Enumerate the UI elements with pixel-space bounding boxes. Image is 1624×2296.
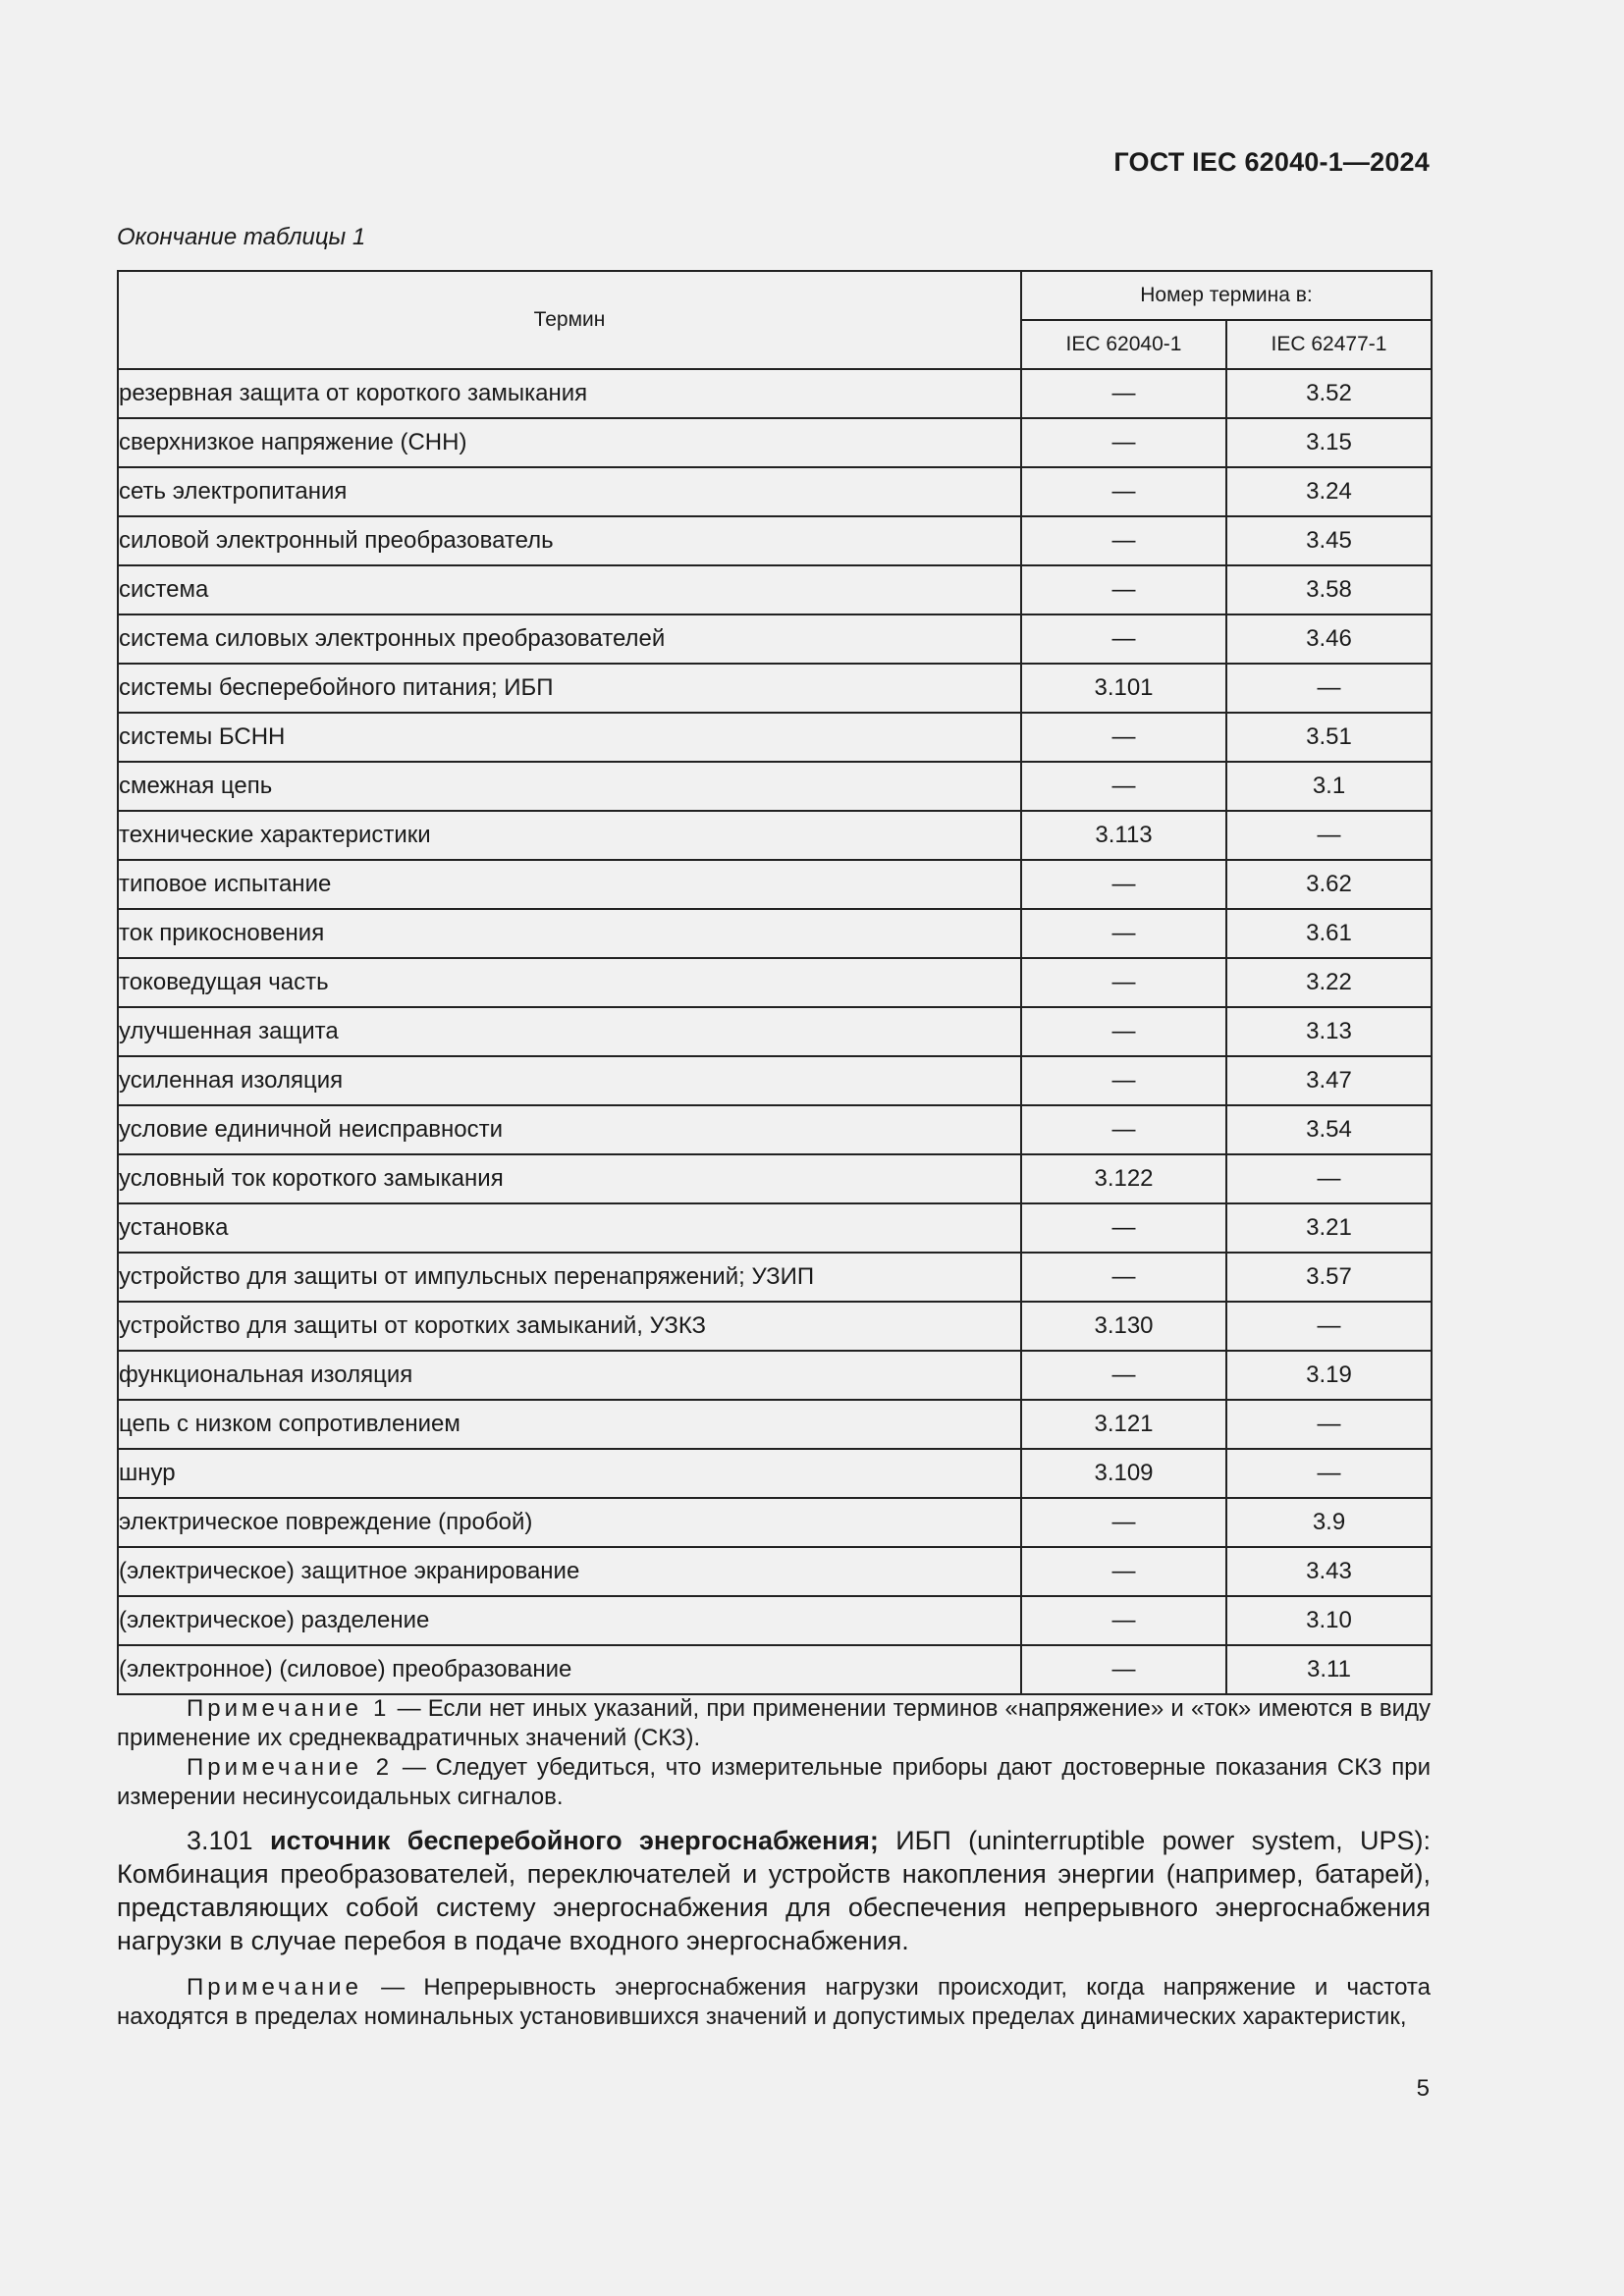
iec-62477-cell: 3.54 xyxy=(1226,1105,1432,1154)
term-cell: цепь с низком сопротивлением xyxy=(118,1400,1021,1449)
iec-62040-cell: — xyxy=(1021,516,1226,565)
iec-62040-cell: 3.122 xyxy=(1021,1154,1226,1203)
iec-62040-cell: — xyxy=(1021,1105,1226,1154)
iec-62040-cell: — xyxy=(1021,1253,1226,1302)
iec-62040-cell: — xyxy=(1021,418,1226,467)
table-row xyxy=(118,1400,1432,1449)
iec-62477-cell: 3.45 xyxy=(1226,516,1432,565)
table-row xyxy=(118,1449,1432,1498)
iec-62040-cell: — xyxy=(1021,1007,1226,1056)
table-row xyxy=(118,1596,1432,1645)
iec-62477-cell: 3.61 xyxy=(1226,909,1432,958)
term-cell: устройство для защиты от импульсных перенапряжений; УЗИП xyxy=(118,1253,1021,1302)
term-cell: силовой электронный преобразователь xyxy=(118,516,1021,565)
iec-62040-cell: — xyxy=(1021,369,1226,418)
term-cell: системы БСНН xyxy=(118,713,1021,762)
iec-62477-cell: — xyxy=(1226,664,1432,713)
iec-62477-cell: 3.15 xyxy=(1226,418,1432,467)
note-1-text: — Если нет иных указаний, при применении терминов «напряжение» и «ток» имеются в виду применение их среднеквадратичных значений (СКЗ). xyxy=(117,1695,1431,1751)
term-cell: (электрическое) разделение xyxy=(118,1596,1021,1645)
term-cell: устройство для защиты от коротких замыканий, УЗКЗ xyxy=(118,1302,1021,1351)
note-1-label: Примечание 1 xyxy=(187,1695,391,1722)
table-row xyxy=(118,1007,1432,1056)
definition-term: источник бесперебойного энергоснабжения; xyxy=(269,1826,879,1855)
iec-62477-cell: 3.1 xyxy=(1226,762,1432,811)
table-notes xyxy=(117,1694,1431,1812)
table-body xyxy=(118,369,1432,1694)
term-cell: условный ток короткого замыкания xyxy=(118,1154,1021,1203)
term-cell: смежная цепь xyxy=(118,762,1021,811)
table-row xyxy=(118,909,1432,958)
iec-62477-cell: — xyxy=(1226,1449,1432,1498)
iec-62040-cell: 3.121 xyxy=(1021,1400,1226,1449)
iec-62477-cell: 3.43 xyxy=(1226,1547,1432,1596)
table-row xyxy=(118,467,1432,516)
iec-62040-cell: 3.109 xyxy=(1021,1449,1226,1498)
iec-62040-cell: — xyxy=(1021,1645,1226,1694)
table-row xyxy=(118,1498,1432,1547)
iec-62477-cell: 3.47 xyxy=(1226,1056,1432,1105)
note-1 xyxy=(117,1694,1431,1753)
iec-62477-cell: 3.11 xyxy=(1226,1645,1432,1694)
definition-text: ИБП (uninterruptible power system, UPS): Комбинация преобразователей, переключателей и устройств накопления энергии (например, батарей), представляющих собой систему энергоснабжения для обеспечения непрерывного энергоснабжения нагрузки в случае перебоя в подаче входного энергоснабжения. xyxy=(117,1826,1431,1955)
definition-note xyxy=(117,1973,1431,2032)
term-cell: токоведущая часть xyxy=(118,958,1021,1007)
iec-62040-cell: — xyxy=(1021,713,1226,762)
table-row xyxy=(118,860,1432,909)
term-cell: системы бесперебойного питания; ИБП xyxy=(118,664,1021,713)
term-cell: сеть электропитания xyxy=(118,467,1021,516)
iec-62477-cell: 3.24 xyxy=(1226,467,1432,516)
table-row xyxy=(118,369,1432,418)
table-row xyxy=(118,1302,1432,1351)
standard-header: ГОСТ IEC 62040-1—2024 xyxy=(1113,147,1430,177)
term-cell: (электронное) (силовое) преобразование xyxy=(118,1645,1021,1694)
definition-note-text: — Непрерывность энергоснабжения нагрузки происходит, когда напряжение и частота находятся в пределах номинальных установившихся значений и допустимых пределах динамических характеристик, xyxy=(117,1974,1431,2030)
table-row xyxy=(118,1547,1432,1596)
iec-62040-cell: — xyxy=(1021,860,1226,909)
terms-table xyxy=(117,270,1433,1695)
table-row xyxy=(118,516,1432,565)
iec-62040-cell: — xyxy=(1021,1596,1226,1645)
term-cell: электрическое повреждение (пробой) xyxy=(118,1498,1021,1547)
term-cell: технические характеристики xyxy=(118,811,1021,860)
term-cell: установка xyxy=(118,1203,1021,1253)
header-iec-62040: IEC 62040-1 xyxy=(1021,320,1226,369)
iec-62477-cell: 3.58 xyxy=(1226,565,1432,614)
table-row xyxy=(118,1154,1432,1203)
iec-62040-cell: — xyxy=(1021,1056,1226,1105)
table-row xyxy=(118,1105,1432,1154)
iec-62040-cell: — xyxy=(1021,1203,1226,1253)
table-row xyxy=(118,1056,1432,1105)
iec-62040-cell: 3.113 xyxy=(1021,811,1226,860)
note-2-label: Примечание 2 xyxy=(187,1754,394,1781)
iec-62040-cell: 3.101 xyxy=(1021,664,1226,713)
table-row xyxy=(118,418,1432,467)
term-cell: усиленная изоляция xyxy=(118,1056,1021,1105)
iec-62477-cell: 3.46 xyxy=(1226,614,1432,664)
iec-62040-cell: — xyxy=(1021,467,1226,516)
iec-62477-cell: 3.62 xyxy=(1226,860,1432,909)
term-cell: улучшенная защита xyxy=(118,1007,1021,1056)
iec-62477-cell: 3.22 xyxy=(1226,958,1432,1007)
iec-62477-cell: — xyxy=(1226,811,1432,860)
table-row xyxy=(118,811,1432,860)
note-2 xyxy=(117,1753,1431,1812)
term-cell: типовое испытание xyxy=(118,860,1021,909)
header-term: Термин xyxy=(118,271,1021,369)
term-cell: система xyxy=(118,565,1021,614)
header-iec-62477: IEC 62477-1 xyxy=(1226,320,1432,369)
term-cell: сверхнизкое напряжение (СНН) xyxy=(118,418,1021,467)
iec-62477-cell: — xyxy=(1226,1302,1432,1351)
definition-number: 3.101 xyxy=(187,1826,253,1855)
table-row xyxy=(118,958,1432,1007)
iec-62040-cell: 3.130 xyxy=(1021,1302,1226,1351)
iec-62040-cell: — xyxy=(1021,1547,1226,1596)
table-row xyxy=(118,713,1432,762)
term-cell: резервная защита от короткого замыкания xyxy=(118,369,1021,418)
page-number: 5 xyxy=(1416,2075,1430,2102)
term-cell: ток прикосновения xyxy=(118,909,1021,958)
table-row xyxy=(118,1351,1432,1400)
iec-62477-cell: 3.57 xyxy=(1226,1253,1432,1302)
iec-62477-cell: 3.21 xyxy=(1226,1203,1432,1253)
iec-62477-cell: 3.10 xyxy=(1226,1596,1432,1645)
iec-62040-cell: — xyxy=(1021,958,1226,1007)
iec-62477-cell: — xyxy=(1226,1400,1432,1449)
iec-62040-cell: — xyxy=(1021,909,1226,958)
table-row xyxy=(118,1253,1432,1302)
term-cell: (электрическое) защитное экранирование xyxy=(118,1547,1021,1596)
iec-62040-cell: — xyxy=(1021,1351,1226,1400)
table-row xyxy=(118,1203,1432,1253)
iec-62477-cell: 3.52 xyxy=(1226,369,1432,418)
term-cell: система силовых электронных преобразователей xyxy=(118,614,1021,664)
table-row xyxy=(118,664,1432,713)
iec-62040-cell: — xyxy=(1021,614,1226,664)
iec-62040-cell: — xyxy=(1021,565,1226,614)
note-2-text: — Следует убедиться, что измерительные приборы дают достоверные показания СКЗ при измерении несинусоидальных сигналов. xyxy=(117,1754,1431,1810)
definition-paragraph xyxy=(117,1824,1431,1957)
iec-62477-cell: 3.9 xyxy=(1226,1498,1432,1547)
iec-62477-cell: — xyxy=(1226,1154,1432,1203)
iec-62477-cell: 3.51 xyxy=(1226,713,1432,762)
table-caption: Окончание таблицы 1 xyxy=(117,224,366,250)
iec-62040-cell: — xyxy=(1021,762,1226,811)
table-row xyxy=(118,565,1432,614)
table-row xyxy=(118,762,1432,811)
term-cell: функциональная изоляция xyxy=(118,1351,1021,1400)
term-cell: условие единичной неисправности xyxy=(118,1105,1021,1154)
iec-62040-cell: — xyxy=(1021,1498,1226,1547)
term-cell: шнур xyxy=(118,1449,1021,1498)
table-row xyxy=(118,614,1432,664)
definition-note-label: Примечание xyxy=(187,1974,362,2001)
header-term-number: Номер термина в: xyxy=(1021,271,1432,320)
iec-62477-cell: 3.13 xyxy=(1226,1007,1432,1056)
iec-62477-cell: 3.19 xyxy=(1226,1351,1432,1400)
table-row xyxy=(118,1645,1432,1694)
